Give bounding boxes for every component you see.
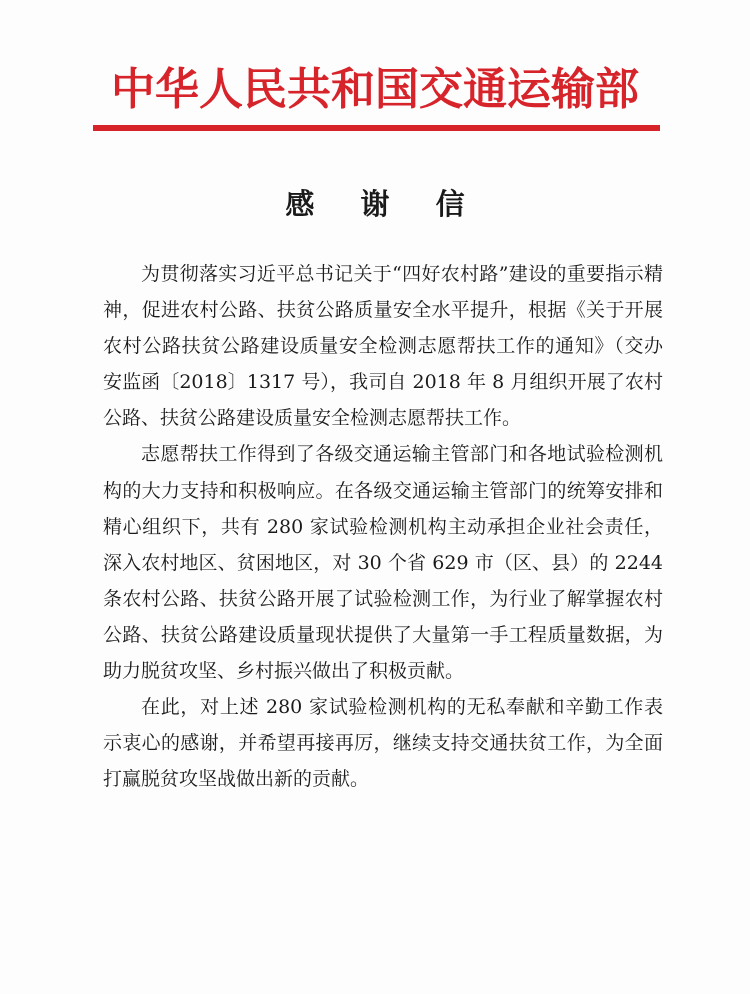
document-title: 感 谢 信 <box>285 187 483 221</box>
letter-body <box>103 256 663 797</box>
header-rule <box>93 125 660 131</box>
body-paragraph: 为贯彻落实习近平总书记关于“四好农村路”建设的重要指示精神，促进农村公路、扶贫公路质量安全水平提升，根据《关于开展农村公路扶贫公路建设质量安全检测志愿帮扶工作的通知》（交办安监函〔2018〕1317 号），我司自 2018 年 8 月组织开展了农村公路、扶贫公路建设质量安全检测志愿帮扶工作。 <box>103 263 663 430</box>
body-paragraph: 志愿帮扶工作得到了各级交通运输主管部门和各地试验检测机构的大力支持和积极响应。在各级交通运输主管部门的统筹安排和精心组织下，共有 280 家试验检测机构主动承担企业社会责任，深入农村地区、贫困地区，对 30 个省 629 市（区、县）的 2244 条农村公路、扶贫公路开展了试验检测工作，为行业了解掌握农村公路、扶贫公路建设质量现状提供了大量第一手工程质量数据，为助力脱贫攻坚、乡村振兴做出了积极贡献。 <box>103 443 663 683</box>
body-paragraph: 在此，对上述 280 家试验检测机构的无私奉献和辛勤工作表示衷心的感谢，并希望再接再厉，继续支持交通扶贫工作，为全面打赢脱贫攻坚战做出新的贡献。 <box>103 696 663 791</box>
organization-header: 中华人民共和国交通运输部 <box>111 64 639 115</box>
